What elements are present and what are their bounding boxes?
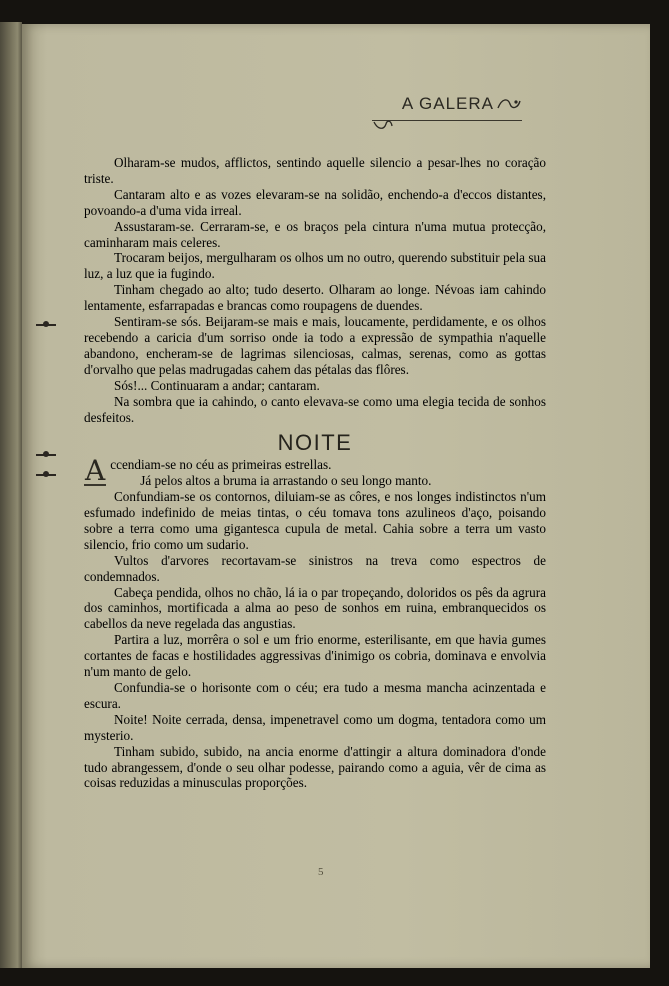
paragraph: Vultos d'arvores recortavam-se sinistros na treva como espectros de condemnados. <box>84 552 546 584</box>
page-number: 5 <box>318 866 324 878</box>
paragraph: Noite! Noite cerrada, densa, impenetravel como um dogma, tentadora como um mysterio. <box>84 711 546 743</box>
header-rule <box>372 120 522 121</box>
paragraph: Na sombra que ia cahindo, o canto elevava-se como uma elegia tecida de sonhos desfeitos. <box>84 393 546 425</box>
binding-mark <box>36 474 56 476</box>
paragraph: Sós!... Continuaram a andar; cantaram. <box>114 377 320 393</box>
paragraph: Confundiam-se os contornos, diluiam-se as côres, e nos longes indistinctos n'um esfumado indefinido de meias tintas, o céu tomava tons azulineos d'aço, poisando sobre a terra como uma gigantesca cupula de metal. Cahia sobre a terra um vasto silencio, frio como um sudario. <box>84 489 546 552</box>
facing-page-edge <box>0 22 22 968</box>
paragraph: Já pelos altos a bruma ia arrastando o seu longo manto. <box>140 473 432 489</box>
running-title: A GALERA <box>401 94 494 113</box>
section-title: NOITE <box>277 430 353 456</box>
paragraph: Confundia-se o horisonte com o céu; era tudo a mesma mancha acinzentada e escura. <box>84 680 546 711</box>
running-header <box>372 94 522 134</box>
body-text <box>84 155 546 791</box>
paragraph: Trocaram beijos, mergulharam os olhos um no outro, querendo substituir pela sua luz, a luz que ia fugindo. <box>84 250 546 282</box>
flourish-ornament-icon <box>496 96 522 112</box>
paragraph: Cabeça pendida, olhos no chão, lá ia o par tropeçando, doloridos os pês da agrura dos caminhos, mortificada a alma ao peso de sonhos em ruina, embranquecidos os cabellos da neve regelada das angustias. <box>84 584 546 632</box>
paragraph: Cantaram alto e as vozes elevaram-se na solidão, enchendo-a d'eccos distantes, povoando-a d'uma vida irreal. <box>84 186 546 218</box>
paragraph: Tinham chegado ao alto; tudo deserto. Olharam ao longe. Névoas iam cahindo lentamente, esfarrapadas e brancas como roupagens de duendes. <box>84 282 546 314</box>
binding-mark <box>36 324 56 326</box>
paragraph: Assustaram-se. Cerraram-se, e os braços pela cintura n'uma mutua protecção, caminharam mais celeres. <box>84 218 546 250</box>
dropcap-paragraph-text: ccendiam-se no céu as primeiras estrellas. <box>110 457 332 473</box>
dropcap-letter: A <box>85 454 106 488</box>
paragraph: Olharam-se mudos, afflictos, sentindo aquelle silencio a pesar-lhes no coração triste. <box>84 155 546 186</box>
flourish-ornament-icon <box>372 118 394 132</box>
paragraph: Tinham subido, subido, na ancia enorme d'attingir a altura dominadora d'onde tudo abrangessem, d'onde o seu olhar podesse, pairando como a aguia, vêr de cima as coisas reduzidas a minusculas proporções. <box>84 743 546 791</box>
paragraph: Sentiram-se sós. Beijaram-se mais e mais, loucamente, perdidamente, e os olhos recebendo a caricia d'um sorriso onde ia todo a expressão de sympathia n'aquelle abandono, encheram-se de lagrimas silenciosas, calmas, serenas, como as gottas d'orvalho que pelas madrugadas cahem das pétalas das flôres. <box>84 314 546 377</box>
binding-mark <box>36 454 56 456</box>
paragraph: Partira a luz, morrêra o sol e um frio enorme, esterilisante, em que havia gumes cortantes de facas e hostilidades aggressivas d'inimigo os cobria, dominava e envolvia n'um manto de gelo. <box>84 632 546 680</box>
binding-marks <box>36 324 56 524</box>
